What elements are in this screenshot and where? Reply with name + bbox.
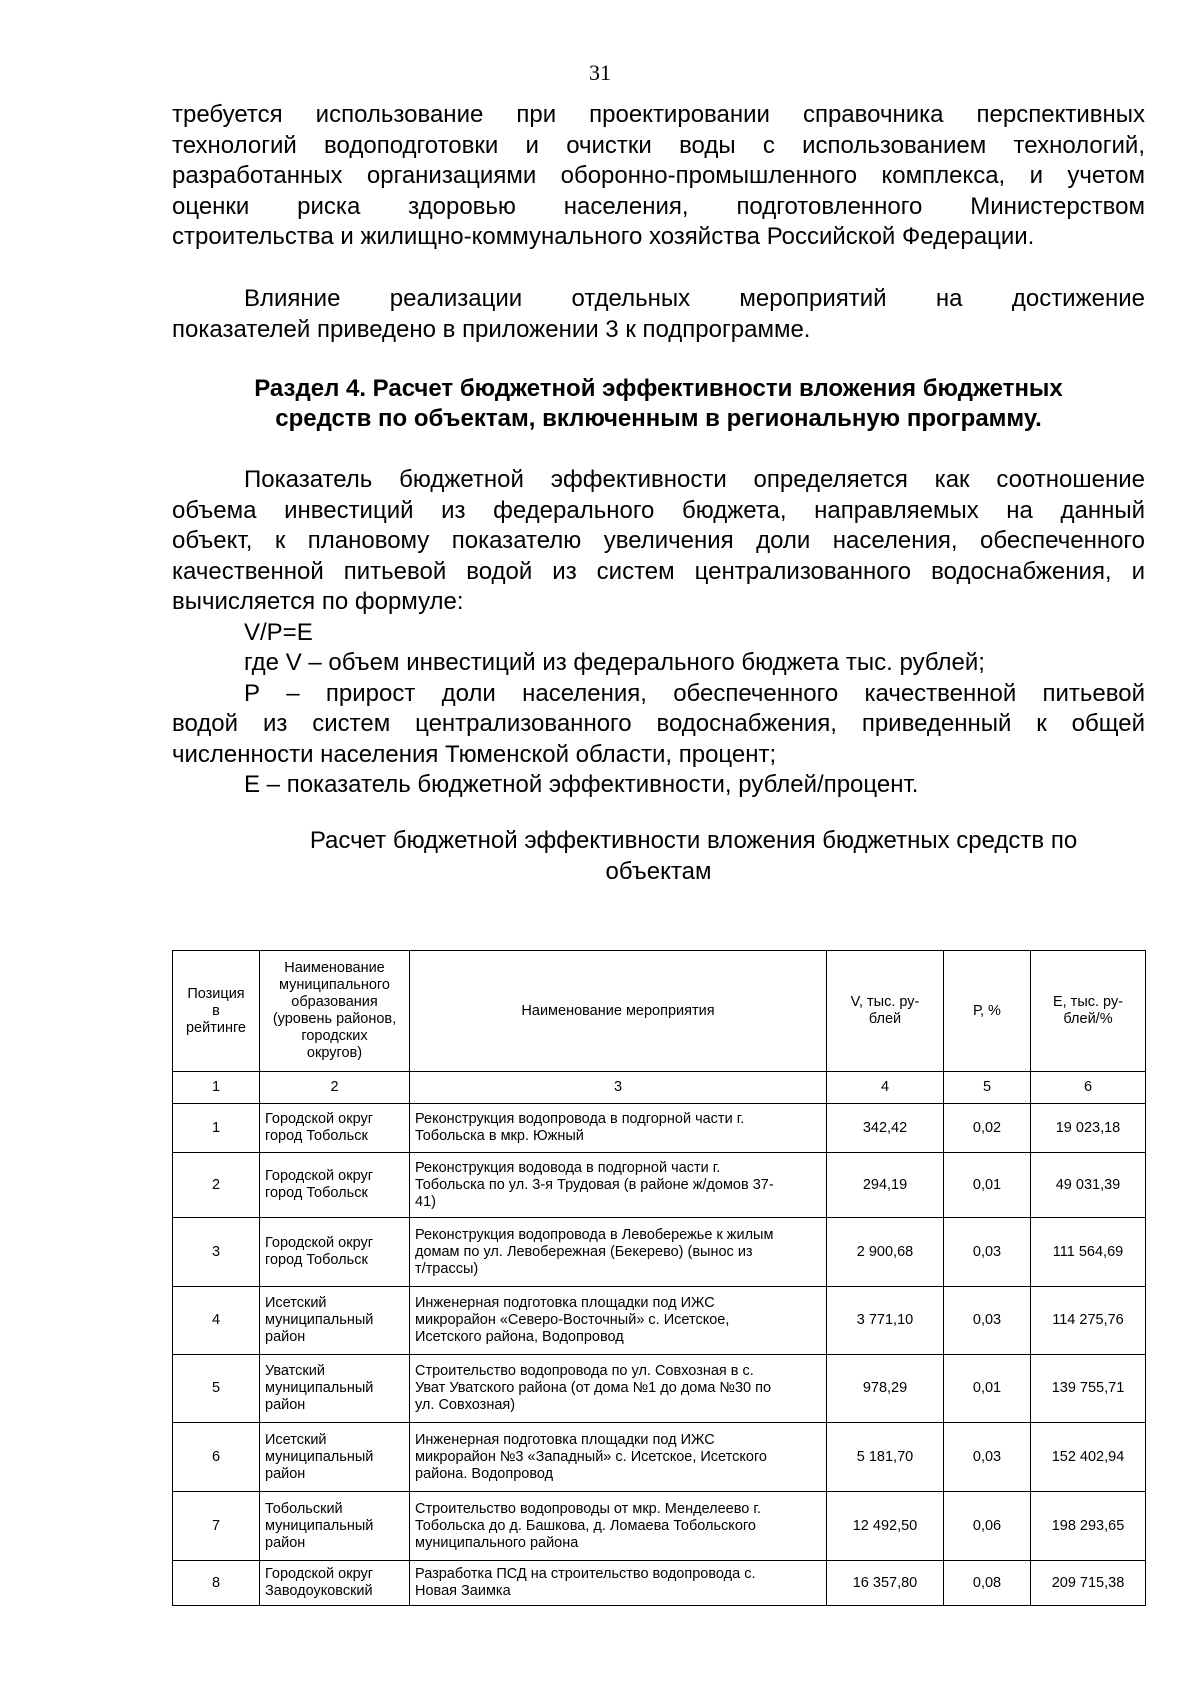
table-cell: 139 755,71: [1031, 1355, 1146, 1423]
definition-v: [172, 648, 1145, 679]
table-cell: 0,03: [944, 1218, 1031, 1287]
table-cell: Разработка ПСД на строительство водопровода с. Новая Заимка: [410, 1561, 827, 1606]
table-cell: 0,03: [944, 1287, 1031, 1355]
text-line: где V – объем инвестиций из федерального бюджета тыс. рублей;: [244, 649, 985, 676]
table-cell: 342,42: [827, 1104, 944, 1153]
text-line: разработанных организациями оборонно-промышленного комплекса, и учетом: [172, 162, 1145, 189]
table-row: [173, 1104, 1146, 1153]
text-line: Влияние реализации отдельных мероприятий на достижение: [244, 285, 1145, 312]
table-cell: Уватский муниципальный район: [260, 1355, 410, 1423]
table-cell: Городской округ город Тобольск: [260, 1218, 410, 1287]
table-cell: Исетский муниципальный район: [260, 1423, 410, 1492]
table-cell: Городской округ Заводоуковский: [260, 1561, 410, 1606]
text-line: Показатель бюджетной эффективности определяется как соотношение: [244, 466, 1145, 493]
header-cell: Позиция в рейтинге: [173, 951, 260, 1072]
text-line: численности населения Тюменской области, процент;: [172, 740, 777, 768]
formula: [172, 618, 1145, 649]
page-number: 31: [589, 60, 611, 85]
table-cell: 3 771,10: [827, 1287, 944, 1355]
table-cell: 0,01: [944, 1355, 1031, 1423]
text-line: Р – прирост доли населения, обеспеченного качественной питьевой: [244, 679, 1145, 707]
table-cell: Городской округ город Тобольск: [260, 1104, 410, 1153]
table-cell: 5 181,70: [827, 1423, 944, 1492]
table-cell: Инженерная подготовка площадки под ИЖС микрорайон «Северо-Восточный» с. Исетское, Исетского района, Водопровод: [410, 1287, 827, 1355]
table-cell: 198 293,65: [1031, 1492, 1146, 1561]
paragraph-indicator-definition: [172, 465, 1145, 618]
table-cell: Исетский муниципальный район: [260, 1287, 410, 1355]
column-number-row: [173, 1072, 1146, 1104]
table-cell: 8: [173, 1561, 260, 1606]
column-number-cell: 4: [827, 1072, 944, 1104]
efficiency-ranking-table: [172, 950, 1146, 1606]
table-row: [173, 1355, 1146, 1423]
table-cell: Реконструкция водопровода в Левобережье к жилым домам по ул. Левобережная (Бекерево) (вынос из т/трассы): [410, 1218, 827, 1287]
table-cell: Строительство водопроводы от мкр. Менделеево г. Тобольска до д. Башкова, д. Ломаева Тобольского муниципального района: [410, 1492, 827, 1561]
definition-e: [172, 770, 1145, 801]
table-cell: 1: [173, 1104, 260, 1153]
table-row: [173, 1423, 1146, 1492]
column-number-cell: 2: [260, 1072, 410, 1104]
table-cell: 12 492,50: [827, 1492, 944, 1561]
table-cell: Тобольский муниципальный район: [260, 1492, 410, 1561]
table-cell: 114 275,76: [1031, 1287, 1146, 1355]
text-line: водой из систем централизованного водоснабжения, приведенный к общей: [172, 710, 1145, 737]
text-line: объема инвестиций из федерального бюджета, направляемых на данный: [172, 496, 1145, 524]
table-row: [173, 1153, 1146, 1218]
paragraph-continuation: [172, 100, 1145, 253]
text-line: объект, к плановому показателю увеличения доли населения, обеспеченного: [172, 527, 1145, 554]
text-line: объектам: [605, 857, 712, 885]
text-line: качественной питьевой водой из систем централизованного водоснабжения, и: [172, 557, 1145, 585]
header-cell: Р, %: [944, 951, 1031, 1072]
table-cell: 294,19: [827, 1153, 944, 1218]
table-row: [173, 1492, 1146, 1561]
column-number-cell: 5: [944, 1072, 1031, 1104]
column-number-cell: 3: [410, 1072, 827, 1104]
table-cell: 0,02: [944, 1104, 1031, 1153]
table-cell: 49 031,39: [1031, 1153, 1146, 1218]
table-cell: 0,06: [944, 1492, 1031, 1561]
table-cell: 19 023,18: [1031, 1104, 1146, 1153]
text-line: средств по объектам, включенным в региональную программу.: [275, 405, 1042, 432]
text-line: строительства и жилищно-коммунального хозяйства Российской Федерации.: [172, 223, 1035, 250]
text-line: оценки риска здоровью населения, подготовленного Министерством: [172, 192, 1145, 220]
table-cell: Строительство водопровода по ул. Совхозная в с. Уват Уватского района (от дома №1 до дома №30 по ул. Совхозная): [410, 1355, 827, 1423]
table-cell: 16 357,80: [827, 1561, 944, 1606]
table-cell: 7: [173, 1492, 260, 1561]
table-caption: [172, 826, 1145, 887]
table-cell: 4: [173, 1287, 260, 1355]
table-cell: 3: [173, 1218, 260, 1287]
table-cell: 2 900,68: [827, 1218, 944, 1287]
table-row: [173, 1218, 1146, 1287]
table-cell: 152 402,94: [1031, 1423, 1146, 1492]
header-cell: V, тыс. ру- блей: [827, 951, 944, 1072]
text-line: V/P=E: [244, 618, 313, 646]
table-cell: 6: [173, 1423, 260, 1492]
table-cell: 209 715,38: [1031, 1561, 1146, 1606]
table-cell: Реконструкция водовода в подгорной части г. Тобольска по ул. 3-я Трудовая (в районе ж/домов 37- 41): [410, 1153, 827, 1218]
table-row: [173, 1287, 1146, 1355]
header-cell: Наименование муниципального образования (уровень районов, городских округов): [260, 951, 410, 1072]
header-cell: Е, тыс. ру- блей/%: [1031, 951, 1146, 1072]
paragraph-influence: [172, 284, 1145, 345]
column-number-cell: 1: [173, 1072, 260, 1104]
table-cell: 5: [173, 1355, 260, 1423]
table-cell: 0,08: [944, 1561, 1031, 1606]
table-row: [173, 1561, 1146, 1606]
table-cell: 2: [173, 1153, 260, 1218]
text-line: показателей приведено в приложении 3 к подпрограмме.: [172, 315, 811, 343]
table-cell: 978,29: [827, 1355, 944, 1423]
header-cell: Наименование мероприятия: [410, 951, 827, 1072]
table-cell: Городской округ город Тобольск: [260, 1153, 410, 1218]
table-cell: Реконструкция водопровода в подгорной части г. Тобольска в мкр. Южный: [410, 1104, 827, 1153]
text-line: технологий водоподготовки и очистки воды с использованием технологий,: [172, 131, 1145, 159]
text-line: Расчет бюджетной эффективности вложения бюджетных средств по: [309, 827, 1078, 854]
text-line: вычисляется по формуле:: [172, 588, 464, 615]
table-header-row: [173, 951, 1146, 1072]
table-cell: Инженерная подготовка площадки под ИЖС микрорайон №3 «Западный» с. Исетское, Исетского района. Водопровод: [410, 1423, 827, 1492]
table-cell: 0,03: [944, 1423, 1031, 1492]
column-number-cell: 6: [1031, 1072, 1146, 1104]
text-line: Раздел 4. Расчет бюджетной эффективности вложения бюджетных: [254, 375, 1063, 402]
definition-p: [172, 679, 1145, 771]
section-heading: [172, 374, 1145, 434]
table-cell: 0,01: [944, 1153, 1031, 1218]
text-line: требуется использование при проектировании справочника перспективных: [172, 101, 1145, 128]
text-line: Е – показатель бюджетной эффективности, рублей/процент.: [244, 771, 919, 798]
table-cell: 111 564,69: [1031, 1218, 1146, 1287]
